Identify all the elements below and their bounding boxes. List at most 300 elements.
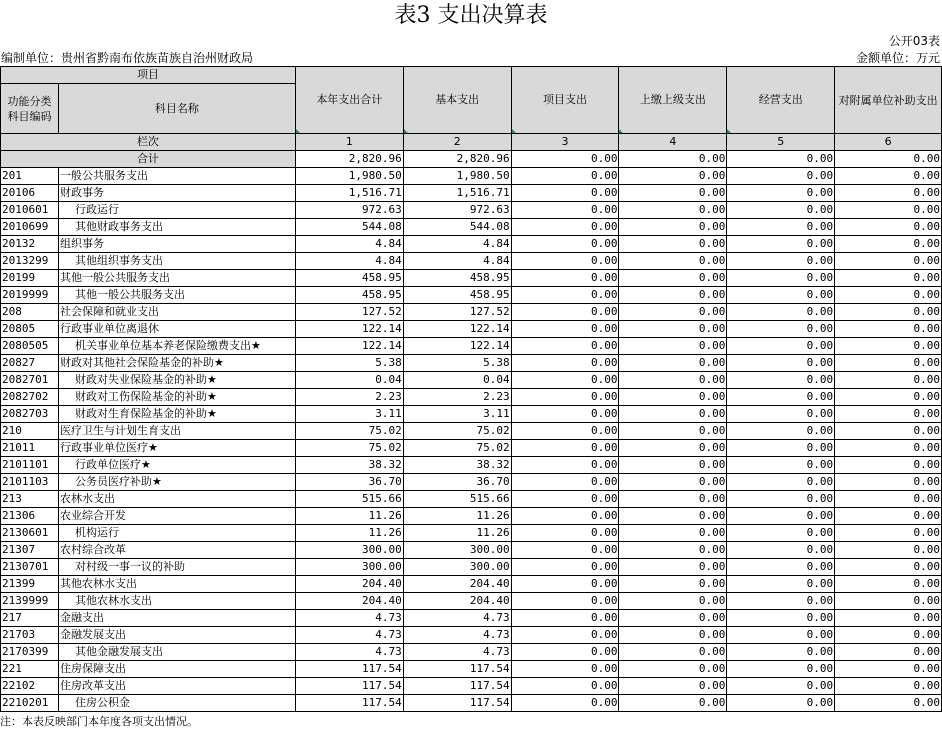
row-v1: 4.73 xyxy=(295,627,403,644)
row-v5: 0.00 xyxy=(727,219,835,236)
row-name: 其他组织事务支出 xyxy=(58,253,295,270)
row-v5: 0.00 xyxy=(727,168,835,185)
header-n6: 6 xyxy=(835,134,942,151)
row-v5: 0.00 xyxy=(727,525,835,542)
row-v2: 117.54 xyxy=(403,661,511,678)
footnote: 注：本表反映部门本年度各项支出情况。 xyxy=(0,715,198,728)
row-code: 2013299 xyxy=(1,253,59,270)
row-v4: 0.00 xyxy=(619,474,727,491)
row-v1: 4.73 xyxy=(295,644,403,661)
row-v6: 0.00 xyxy=(835,406,942,423)
row-name: 财政对工伤保险基金的补助★ xyxy=(58,389,295,406)
total-label: 合计 xyxy=(1,151,296,168)
row-v3: 0.00 xyxy=(511,457,619,474)
row-v5: 0.00 xyxy=(727,440,835,457)
row-code: 217 xyxy=(1,610,59,627)
row-v1: 36.70 xyxy=(295,474,403,491)
total-v5: 0.00 xyxy=(727,151,835,168)
row-code: 2010601 xyxy=(1,202,59,219)
row-v3: 0.00 xyxy=(511,202,619,219)
row-v1: 515.66 xyxy=(295,491,403,508)
table-row xyxy=(1,372,942,389)
row-v5: 0.00 xyxy=(727,321,835,338)
row-v4: 0.00 xyxy=(619,610,727,627)
table-row xyxy=(1,627,942,644)
table-row xyxy=(1,695,942,712)
row-v2: 36.70 xyxy=(403,474,511,491)
row-v6: 0.00 xyxy=(835,576,942,593)
header-n2: 2 xyxy=(403,134,511,151)
row-v1: 1,516.71 xyxy=(295,185,403,202)
row-v5: 0.00 xyxy=(727,559,835,576)
row-v2: 458.95 xyxy=(403,270,511,287)
expenditure-table xyxy=(0,66,942,712)
row-v5: 0.00 xyxy=(727,338,835,355)
table-row xyxy=(1,474,942,491)
row-code: 2010699 xyxy=(1,219,59,236)
row-v3: 0.00 xyxy=(511,236,619,253)
row-v5: 0.00 xyxy=(727,406,835,423)
row-v2: 11.26 xyxy=(403,508,511,525)
row-v1: 122.14 xyxy=(295,338,403,355)
row-v5: 0.00 xyxy=(727,355,835,372)
row-v4: 0.00 xyxy=(619,491,727,508)
row-v4: 0.00 xyxy=(619,593,727,610)
table-row xyxy=(1,508,942,525)
table-row xyxy=(1,440,942,457)
row-code: 20827 xyxy=(1,355,59,372)
row-v1: 0.04 xyxy=(295,372,403,389)
row-v1: 3.11 xyxy=(295,406,403,423)
row-v5: 0.00 xyxy=(727,508,835,525)
row-code: 21306 xyxy=(1,508,59,525)
row-v3: 0.00 xyxy=(511,270,619,287)
row-name: 其他财政事务支出 xyxy=(58,219,295,236)
row-v6: 0.00 xyxy=(835,440,942,457)
row-v2: 0.04 xyxy=(403,372,511,389)
row-v4: 0.00 xyxy=(619,236,727,253)
row-code: 22102 xyxy=(1,678,59,695)
table-row xyxy=(1,304,942,321)
row-v2: 2.23 xyxy=(403,389,511,406)
table-row xyxy=(1,219,942,236)
row-v2: 38.32 xyxy=(403,457,511,474)
row-v1: 204.40 xyxy=(295,593,403,610)
row-v1: 1,980.50 xyxy=(295,168,403,185)
row-v2: 3.11 xyxy=(403,406,511,423)
row-v4: 0.00 xyxy=(619,525,727,542)
row-code: 20132 xyxy=(1,236,59,253)
row-v5: 0.00 xyxy=(727,236,835,253)
row-code: 2082701 xyxy=(1,372,59,389)
row-v4: 0.00 xyxy=(619,423,727,440)
row-v3: 0.00 xyxy=(511,508,619,525)
table-row xyxy=(1,202,942,219)
row-v1: 2.23 xyxy=(295,389,403,406)
row-v6: 0.00 xyxy=(835,678,942,695)
row-v4: 0.00 xyxy=(619,457,727,474)
header-col5: 经营支出 xyxy=(727,67,835,134)
row-name: 行政事业单位医疗★ xyxy=(58,440,295,457)
row-v1: 544.08 xyxy=(295,219,403,236)
row-v3: 0.00 xyxy=(511,321,619,338)
row-v1: 38.32 xyxy=(295,457,403,474)
total-v2: 2,820.96 xyxy=(403,151,511,168)
header-row-project xyxy=(1,67,942,84)
page-title: 表3 支出决算表 xyxy=(394,3,548,28)
row-v2: 544.08 xyxy=(403,219,511,236)
row-v1: 117.54 xyxy=(295,695,403,712)
row-code: 20106 xyxy=(1,185,59,202)
row-v3: 0.00 xyxy=(511,610,619,627)
row-code: 2082702 xyxy=(1,389,59,406)
money-unit-label: 金额单位：万元 xyxy=(855,51,940,65)
row-v6: 0.00 xyxy=(835,372,942,389)
table-row xyxy=(1,270,942,287)
row-v5: 0.00 xyxy=(727,542,835,559)
header-n5: 5 xyxy=(727,134,835,151)
row-name: 医疗卫生与计划生育支出 xyxy=(58,423,295,440)
table-row xyxy=(1,236,942,253)
row-v2: 122.14 xyxy=(403,321,511,338)
total-v6: 0.00 xyxy=(835,151,942,168)
table-row xyxy=(1,644,942,661)
row-name: 其他农林水支出 xyxy=(58,576,295,593)
row-v4: 0.00 xyxy=(619,678,727,695)
row-v4: 0.00 xyxy=(619,270,727,287)
header-col6: 对附属单位补助支出 xyxy=(835,67,942,134)
org-label: 编制单位：贵州省黔南布依族苗族自治州财政局 xyxy=(1,51,254,65)
row-v6: 0.00 xyxy=(835,338,942,355)
table-row xyxy=(1,287,942,304)
row-v2: 1,980.50 xyxy=(403,168,511,185)
row-v2: 117.54 xyxy=(403,678,511,695)
row-v5: 0.00 xyxy=(727,389,835,406)
row-code: 2019999 xyxy=(1,287,59,304)
row-v5: 0.00 xyxy=(727,423,835,440)
row-v2: 4.73 xyxy=(403,627,511,644)
table-row xyxy=(1,457,942,474)
row-v5: 0.00 xyxy=(727,457,835,474)
row-v1: 5.38 xyxy=(295,355,403,372)
row-code: 201 xyxy=(1,168,59,185)
row-v4: 0.00 xyxy=(619,355,727,372)
row-v3: 0.00 xyxy=(511,695,619,712)
row-v6: 0.00 xyxy=(835,593,942,610)
row-v3: 0.00 xyxy=(511,253,619,270)
row-v4: 0.00 xyxy=(619,508,727,525)
row-v1: 117.54 xyxy=(295,661,403,678)
row-v2: 515.66 xyxy=(403,491,511,508)
row-code: 210 xyxy=(1,423,59,440)
row-v2: 300.00 xyxy=(403,559,511,576)
row-v6: 0.00 xyxy=(835,236,942,253)
row-v6: 0.00 xyxy=(835,355,942,372)
row-v2: 204.40 xyxy=(403,576,511,593)
row-v1: 300.00 xyxy=(295,559,403,576)
row-v1: 300.00 xyxy=(295,542,403,559)
row-v6: 0.00 xyxy=(835,508,942,525)
row-v4: 0.00 xyxy=(619,287,727,304)
row-v6: 0.00 xyxy=(835,202,942,219)
row-code: 2130601 xyxy=(1,525,59,542)
table-row xyxy=(1,576,942,593)
row-v5: 0.00 xyxy=(727,491,835,508)
row-v6: 0.00 xyxy=(835,610,942,627)
row-v2: 75.02 xyxy=(403,440,511,457)
row-v5: 0.00 xyxy=(727,661,835,678)
table-row xyxy=(1,355,942,372)
total-v4: 0.00 xyxy=(619,151,727,168)
row-v3: 0.00 xyxy=(511,338,619,355)
row-name: 住房改革支出 xyxy=(58,678,295,695)
table-row xyxy=(1,389,942,406)
row-name: 行政运行 xyxy=(58,202,295,219)
total-v3: 0.00 xyxy=(511,151,619,168)
row-v4: 0.00 xyxy=(619,389,727,406)
row-v5: 0.00 xyxy=(727,576,835,593)
row-v6: 0.00 xyxy=(835,423,942,440)
row-v6: 0.00 xyxy=(835,644,942,661)
row-v2: 1,516.71 xyxy=(403,185,511,202)
row-v2: 4.73 xyxy=(403,610,511,627)
header-n3: 3 xyxy=(511,134,619,151)
row-v3: 0.00 xyxy=(511,423,619,440)
header-row-lanci xyxy=(1,134,942,151)
row-v6: 0.00 xyxy=(835,491,942,508)
table-row xyxy=(1,525,942,542)
row-v1: 75.02 xyxy=(295,440,403,457)
table-row xyxy=(1,253,942,270)
row-name: 金融支出 xyxy=(58,610,295,627)
row-v3: 0.00 xyxy=(511,287,619,304)
row-v1: 4.84 xyxy=(295,236,403,253)
row-name: 公务员医疗补助★ xyxy=(58,474,295,491)
row-code: 2210201 xyxy=(1,695,59,712)
row-v1: 4.73 xyxy=(295,610,403,627)
row-v4: 0.00 xyxy=(619,202,727,219)
header-n4: 4 xyxy=(619,134,727,151)
row-v4: 0.00 xyxy=(619,559,727,576)
row-v2: 4.84 xyxy=(403,253,511,270)
row-code: 208 xyxy=(1,304,59,321)
header-project: 项目 xyxy=(1,67,296,84)
row-v5: 0.00 xyxy=(727,287,835,304)
row-code: 21011 xyxy=(1,440,59,457)
header-func-code: 功能分类科目编码 xyxy=(1,84,59,134)
table-row xyxy=(1,678,942,695)
row-v6: 0.00 xyxy=(835,457,942,474)
row-v1: 204.40 xyxy=(295,576,403,593)
table-row xyxy=(1,321,942,338)
row-v3: 0.00 xyxy=(511,219,619,236)
row-v2: 127.52 xyxy=(403,304,511,321)
row-v6: 0.00 xyxy=(835,304,942,321)
row-v4: 0.00 xyxy=(619,168,727,185)
table-row xyxy=(1,661,942,678)
row-v4: 0.00 xyxy=(619,321,727,338)
row-v4: 0.00 xyxy=(619,219,727,236)
row-v6: 0.00 xyxy=(835,219,942,236)
row-v4: 0.00 xyxy=(619,576,727,593)
row-v2: 117.54 xyxy=(403,695,511,712)
row-v1: 127.52 xyxy=(295,304,403,321)
row-v3: 0.00 xyxy=(511,576,619,593)
table-row xyxy=(1,610,942,627)
row-name: 财政对生育保险基金的补助★ xyxy=(58,406,295,423)
row-v3: 0.00 xyxy=(511,525,619,542)
table-body xyxy=(1,67,942,712)
row-v5: 0.00 xyxy=(727,253,835,270)
row-code: 213 xyxy=(1,491,59,508)
row-name: 住房公积金 xyxy=(58,695,295,712)
row-v2: 122.14 xyxy=(403,338,511,355)
total-row xyxy=(1,151,942,168)
row-code: 2101103 xyxy=(1,474,59,491)
row-name: 社会保障和就业支出 xyxy=(58,304,295,321)
row-v1: 11.26 xyxy=(295,508,403,525)
row-name: 农林水支出 xyxy=(58,491,295,508)
row-v5: 0.00 xyxy=(727,627,835,644)
row-v6: 0.00 xyxy=(835,542,942,559)
row-v2: 5.38 xyxy=(403,355,511,372)
row-v3: 0.00 xyxy=(511,185,619,202)
row-v5: 0.00 xyxy=(727,372,835,389)
row-v4: 0.00 xyxy=(619,644,727,661)
row-v6: 0.00 xyxy=(835,474,942,491)
row-name: 行政事业单位离退休 xyxy=(58,321,295,338)
row-name: 机关事业单位基本养老保险缴费支出★ xyxy=(58,338,295,355)
row-v3: 0.00 xyxy=(511,678,619,695)
row-v2: 75.02 xyxy=(403,423,511,440)
row-v3: 0.00 xyxy=(511,559,619,576)
row-v4: 0.00 xyxy=(619,372,727,389)
row-v3: 0.00 xyxy=(511,168,619,185)
row-v1: 458.95 xyxy=(295,287,403,304)
row-v1: 117.54 xyxy=(295,678,403,695)
row-v6: 0.00 xyxy=(835,253,942,270)
header-n1: 1 xyxy=(295,134,403,151)
table-row xyxy=(1,559,942,576)
row-code: 20805 xyxy=(1,321,59,338)
header-col2: 基本支出 xyxy=(403,67,511,134)
row-v5: 0.00 xyxy=(727,202,835,219)
row-v2: 4.84 xyxy=(403,236,511,253)
header-col4: 上缴上级支出 xyxy=(619,67,727,134)
row-v6: 0.00 xyxy=(835,661,942,678)
row-v4: 0.00 xyxy=(619,304,727,321)
row-v5: 0.00 xyxy=(727,185,835,202)
row-v1: 11.26 xyxy=(295,525,403,542)
row-v6: 0.00 xyxy=(835,525,942,542)
row-v6: 0.00 xyxy=(835,185,942,202)
row-code: 2080505 xyxy=(1,338,59,355)
row-v4: 0.00 xyxy=(619,661,727,678)
row-v4: 0.00 xyxy=(619,542,727,559)
row-v2: 204.40 xyxy=(403,593,511,610)
row-name: 一般公共服务支出 xyxy=(58,168,295,185)
row-v3: 0.00 xyxy=(511,644,619,661)
row-name: 对村级一事一议的补助 xyxy=(58,559,295,576)
row-v1: 972.63 xyxy=(295,202,403,219)
table-row xyxy=(1,168,942,185)
row-v6: 0.00 xyxy=(835,287,942,304)
row-v3: 0.00 xyxy=(511,304,619,321)
row-name: 金融发展支出 xyxy=(58,627,295,644)
row-v3: 0.00 xyxy=(511,389,619,406)
row-v5: 0.00 xyxy=(727,610,835,627)
row-name: 住房保障支出 xyxy=(58,661,295,678)
row-v5: 0.00 xyxy=(727,644,835,661)
row-v4: 0.00 xyxy=(619,695,727,712)
row-v2: 11.26 xyxy=(403,525,511,542)
row-v4: 0.00 xyxy=(619,406,727,423)
row-v6: 0.00 xyxy=(835,627,942,644)
row-name: 机构运行 xyxy=(58,525,295,542)
row-v3: 0.00 xyxy=(511,661,619,678)
row-v3: 0.00 xyxy=(511,491,619,508)
row-v3: 0.00 xyxy=(511,474,619,491)
row-name: 财政对失业保险基金的补助★ xyxy=(58,372,295,389)
row-name: 财政事务 xyxy=(58,185,295,202)
row-code: 2130701 xyxy=(1,559,59,576)
table-row xyxy=(1,338,942,355)
row-v2: 458.95 xyxy=(403,287,511,304)
row-v6: 0.00 xyxy=(835,168,942,185)
row-code: 20199 xyxy=(1,270,59,287)
row-v1: 122.14 xyxy=(295,321,403,338)
row-code: 2101101 xyxy=(1,457,59,474)
row-v6: 0.00 xyxy=(835,270,942,287)
row-name: 其他农林水支出 xyxy=(58,593,295,610)
table-row xyxy=(1,185,942,202)
row-v2: 972.63 xyxy=(403,202,511,219)
row-v3: 0.00 xyxy=(511,627,619,644)
row-v4: 0.00 xyxy=(619,440,727,457)
row-code: 2082703 xyxy=(1,406,59,423)
row-v1: 458.95 xyxy=(295,270,403,287)
header-col1: 本年支出合计 xyxy=(295,67,403,134)
row-code: 2139999 xyxy=(1,593,59,610)
row-v2: 300.00 xyxy=(403,542,511,559)
row-v4: 0.00 xyxy=(619,338,727,355)
row-code: 2170399 xyxy=(1,644,59,661)
row-v2: 4.73 xyxy=(403,644,511,661)
unit-row xyxy=(0,50,942,66)
row-name: 组织事务 xyxy=(58,236,295,253)
row-v5: 0.00 xyxy=(727,678,835,695)
row-v1: 75.02 xyxy=(295,423,403,440)
row-code: 21703 xyxy=(1,627,59,644)
row-v6: 0.00 xyxy=(835,695,942,712)
row-v3: 0.00 xyxy=(511,355,619,372)
row-code: 221 xyxy=(1,661,59,678)
table-row xyxy=(1,423,942,440)
row-v5: 0.00 xyxy=(727,593,835,610)
row-v5: 0.00 xyxy=(727,474,835,491)
row-v3: 0.00 xyxy=(511,593,619,610)
row-v5: 0.00 xyxy=(727,270,835,287)
row-v3: 0.00 xyxy=(511,440,619,457)
row-v6: 0.00 xyxy=(835,559,942,576)
row-v6: 0.00 xyxy=(835,321,942,338)
row-name: 其他金融发展支出 xyxy=(58,644,295,661)
row-v1: 4.84 xyxy=(295,253,403,270)
row-v4: 0.00 xyxy=(619,185,727,202)
row-name: 行政单位医疗★ xyxy=(58,457,295,474)
row-v3: 0.00 xyxy=(511,372,619,389)
row-v6: 0.00 xyxy=(835,389,942,406)
